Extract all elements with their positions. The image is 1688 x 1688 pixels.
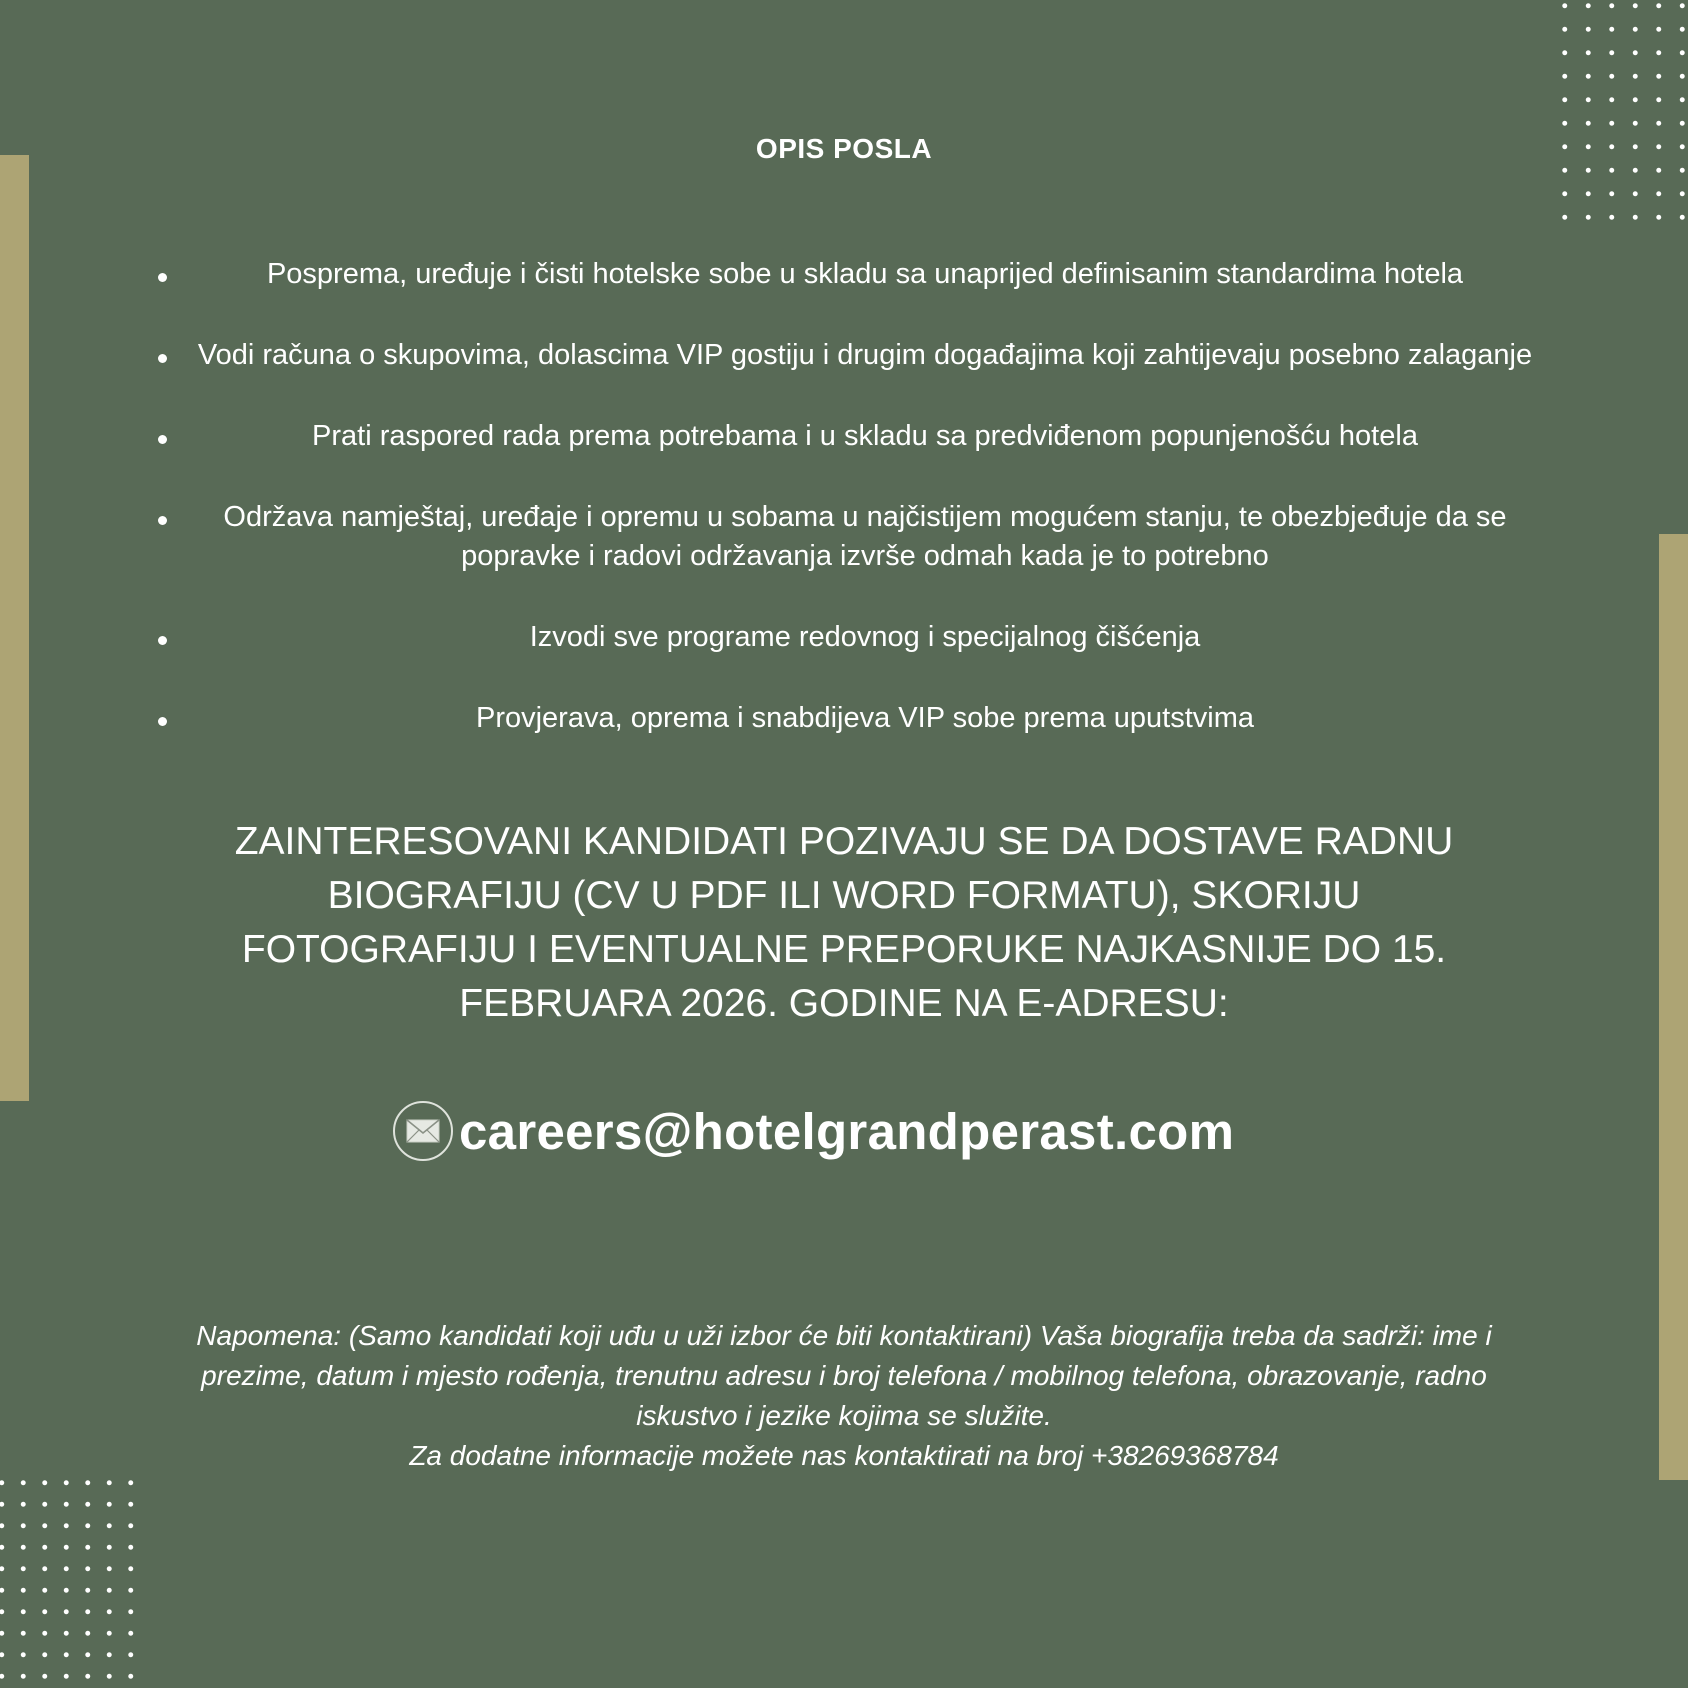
- duty-item: Provjerava, oprema i snabdijeva VIP sobe prema uputstvima: [155, 699, 1535, 738]
- envelope-icon: [393, 1101, 453, 1161]
- left-accent-bar: [0, 155, 29, 1101]
- duty-item: Vodi računa o skupovima, dolascima VIP gostiju i drugim događajima koji zahtijevaju posebno zalaganje: [155, 336, 1535, 375]
- dot-pattern-bottom-left: [0, 1472, 135, 1688]
- dot-pattern-top-right: [1553, 0, 1688, 234]
- application-call-to-action: ZAINTERESOVANI KANDIDATI POZIVAJU SE DA DOSTAVE RADNU BIOGRAFIJU (CV U PDF ILI WORD FORMATU), SKORIJU FOTOGRAFIJU I EVENTUALNE PREPORUKE NAJKASNIJE DO 15. FEBRUARA 2026. GODINE NA E-ADRESU:: [234, 820, 1454, 1025]
- duty-item: Prati raspored rada prema potrebama i u skladu sa predviđenom popunjenošću hotela: [155, 417, 1535, 456]
- duty-item: Održava namještaj, uređaje i opremu u sobama u najčistijem mogućem stanju, te obezbjeđuje da se popravke i radovi održavanja izvrše odmah kada je to potrebno: [155, 498, 1535, 576]
- page-title: OPIS POSLA: [755, 133, 933, 164]
- note-section: [194, 1316, 1494, 1476]
- note-text: Napomena: (Samo kandidati koji uđu u uži izbor će biti kontaktirani) Vaša biografija treba da sadrži: ime i prezime, datum i mjesto rođenja, trenutnu adresu i broj telefona / mobilnog telefona, obrazovanje, radno iskustvo i jezike kojima se služite.: [196, 1320, 1492, 1431]
- duty-item: Posprema, uređuje i čisti hotelske sobe u skladu sa unaprijed definisanim standardima hotela: [155, 255, 1535, 294]
- job-duties-list: [155, 255, 1535, 780]
- right-accent-bar: [1659, 534, 1688, 1480]
- email-link[interactable]: careers@hotelgrandperast.com: [459, 1102, 1235, 1160]
- email-contact[interactable]: [393, 1098, 1234, 1164]
- contact-phone-line: Za dodatne informacije možete nas kontaktirati na broj +38269368784: [409, 1440, 1279, 1471]
- duty-item: Izvodi sve programe redovnog i specijalnog čišćenja: [155, 618, 1535, 657]
